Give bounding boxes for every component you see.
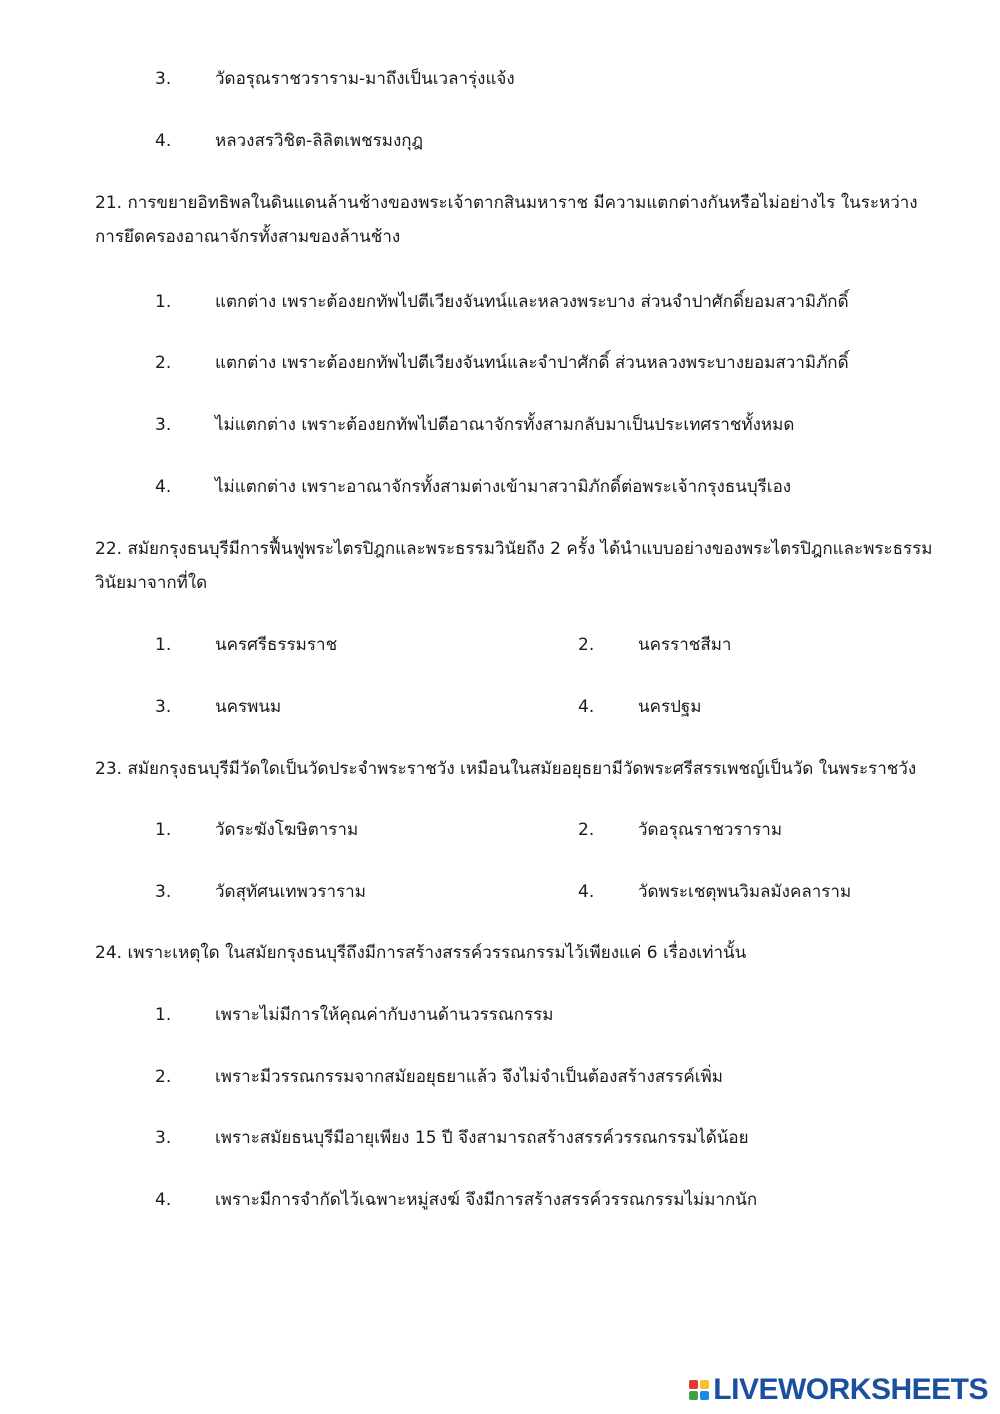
option-number: 4. — [578, 697, 595, 717]
option-number: 3. — [155, 1128, 172, 1148]
option-text: หลวงสรวิชิต-ลิลิตเพชรมงกุฎ — [215, 131, 424, 151]
option-number: 3. — [155, 69, 172, 89]
brand-name: LIVEWORKSHEETS — [713, 1373, 988, 1406]
option-text: วัดอรุณราชวราราม — [638, 820, 783, 840]
option-number: 1. — [155, 292, 172, 312]
option-text: ไม่แตกต่าง เพราะต้องยกทัพไปตีอาณาจักรทั้งสามกลับมาเป็นประเทศราชทั้งหมด — [215, 415, 795, 435]
option-text: นครพนม — [215, 697, 282, 717]
option-number: 1. — [155, 820, 172, 840]
liveworksheets-logo-icon — [689, 1380, 709, 1400]
option-text: นครปฐม — [638, 697, 702, 717]
option-text: เพราะไม่มีการให้คุณค่ากับงานด้านวรรณกรรม — [215, 1005, 554, 1025]
option-text: วัดระฆังโฆษิตาราม — [215, 820, 359, 840]
option-number: 2. — [578, 635, 595, 655]
option-text: เพราะมีวรรณกรรมจากสมัยอยุธยาแล้ว จึงไม่จำเป็นต้องสร้างสรรค์เพิ่ม — [215, 1067, 723, 1087]
option-text: นครศรีธรรมราช — [215, 635, 338, 655]
option-text: วัดอรุณราชวราราม-มาถึงเป็นเวลารุ่งแจ้ง — [215, 69, 515, 89]
question-24: 24. เพราะเหตุใด ในสมัยกรุงธนบุรีถึงมีการสร้างสรรค์วรรณกรรมไว้เพียงแค่ 6 เรื่องเท่านั้น — [95, 943, 747, 963]
option-text: เพราะมีการจำกัดไว้เฉพาะหมู่สงฆ์ จึงมีการสร้างสรรค์วรรณกรรมไม่มากนัก — [215, 1190, 758, 1210]
option-number: 4. — [155, 477, 172, 497]
option-number: 2. — [155, 1067, 172, 1087]
option-text: ไม่แตกต่าง เพราะอาณาจักรทั้งสามต่างเข้ามาสวามิภักดิ์ต่อพระเจ้ากรุงธนบุรีเอง — [215, 477, 792, 497]
option-number: 2. — [155, 353, 172, 373]
option-number: 4. — [578, 882, 595, 902]
liveworksheets-logo — [689, 1370, 988, 1410]
option-number: 3. — [155, 882, 172, 902]
option-text: วัดพระเชตุพนวิมลมังคลาราม — [638, 882, 852, 902]
option-number: 2. — [578, 820, 595, 840]
option-number: 3. — [155, 697, 172, 717]
question-21: 21. การขยายอิทธิพลในดินแดนล้านช้างของพระเจ้าตากสินมหาราช มีความแตกต่างกันหรือไม่อย่างไร ในระหว่างการยึดครองอาณาจักรทั้งสามของล้านช้าง — [95, 193, 918, 247]
option-number: 1. — [155, 1005, 172, 1025]
option-text: เพราะสมัยธนบุรีมีอายุเพียง 15 ปี จึงสามารถสร้างสรรค์วรรณกรรมได้น้อย — [215, 1128, 749, 1148]
option-text: นครราชสีมา — [638, 635, 732, 655]
option-text: แตกต่าง เพราะต้องยกทัพไปตีเวียงจันทน์และจำปาศักดิ์ ส่วนหลวงพระบางยอมสวามิภักดิ์ — [215, 353, 849, 373]
option-text: แตกต่าง เพราะต้องยกทัพไปตีเวียงจันทน์และหลวงพระบาง ส่วนจำปาศักดิ์ยอมสวามิภักดิ์ — [215, 292, 849, 312]
option-text: วัดสุทัศนเทพวราราม — [215, 882, 366, 902]
option-number: 1. — [155, 635, 172, 655]
option-number: 4. — [155, 131, 172, 151]
option-number: 3. — [155, 415, 172, 435]
question-23: 23. สมัยกรุงธนบุรีมีวัดใดเป็นวัดประจำพระราชวัง เหมือนในสมัยอยุธยามีวัดพระศรีสรรเพชญ์เป็นวัด ในพระราชวัง — [95, 759, 917, 779]
option-number: 4. — [155, 1190, 172, 1210]
question-22: 22. สมัยกรุงธนบุรีมีการฟื้นฟูพระไตรปิฎกและพระธรรมวินัยถึง 2 ครั้ง ได้นำแบบอย่างของพระไตรปิฎกและพระธรรมวินัยมาจากที่ใด — [95, 539, 933, 593]
